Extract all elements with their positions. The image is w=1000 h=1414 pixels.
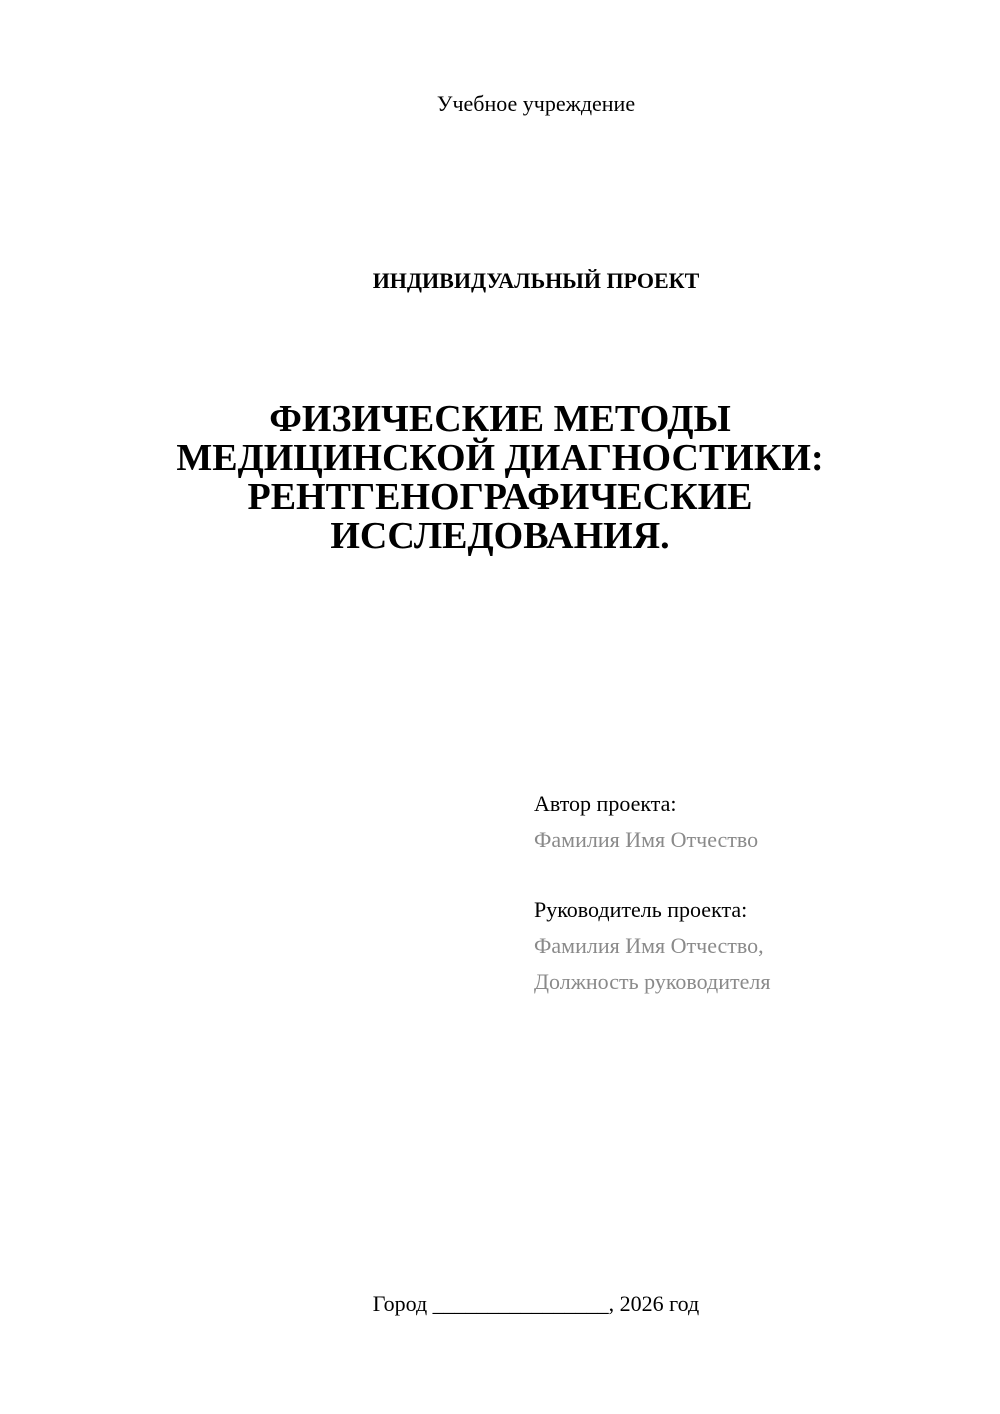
project-title-line: МЕДИЦИНСКОЙ ДИАГНОСТИКИ: <box>176 437 824 479</box>
city-year-line: Город ________________, 2026 год <box>372 1291 700 1316</box>
supervisor-block <box>534 892 974 1000</box>
project-title <box>150 400 850 556</box>
author-label: Автор проекта: <box>534 791 677 816</box>
project-title-line: РЕНТГЕНОГРАФИЧЕСКИЕ <box>247 476 753 518</box>
project-title-line: ФИЗИЧЕСКИЕ МЕТОДЫ <box>269 398 731 440</box>
document-type: ИНДИВИДУАЛЬНЫЙ ПРОЕКТ <box>372 268 700 293</box>
author-name: Фамилия Имя Отчество <box>534 827 759 852</box>
project-title-line: ИССЛЕДОВАНИЯ. <box>330 515 670 557</box>
supervisor-name: Фамилия Имя Отчество, <box>534 933 764 958</box>
author-block <box>534 786 974 858</box>
supervisor-label: Руководитель проекта: <box>534 897 748 922</box>
institution-name: Учебное учреждение <box>436 91 636 116</box>
supervisor-position: Должность руководителя <box>534 969 771 994</box>
